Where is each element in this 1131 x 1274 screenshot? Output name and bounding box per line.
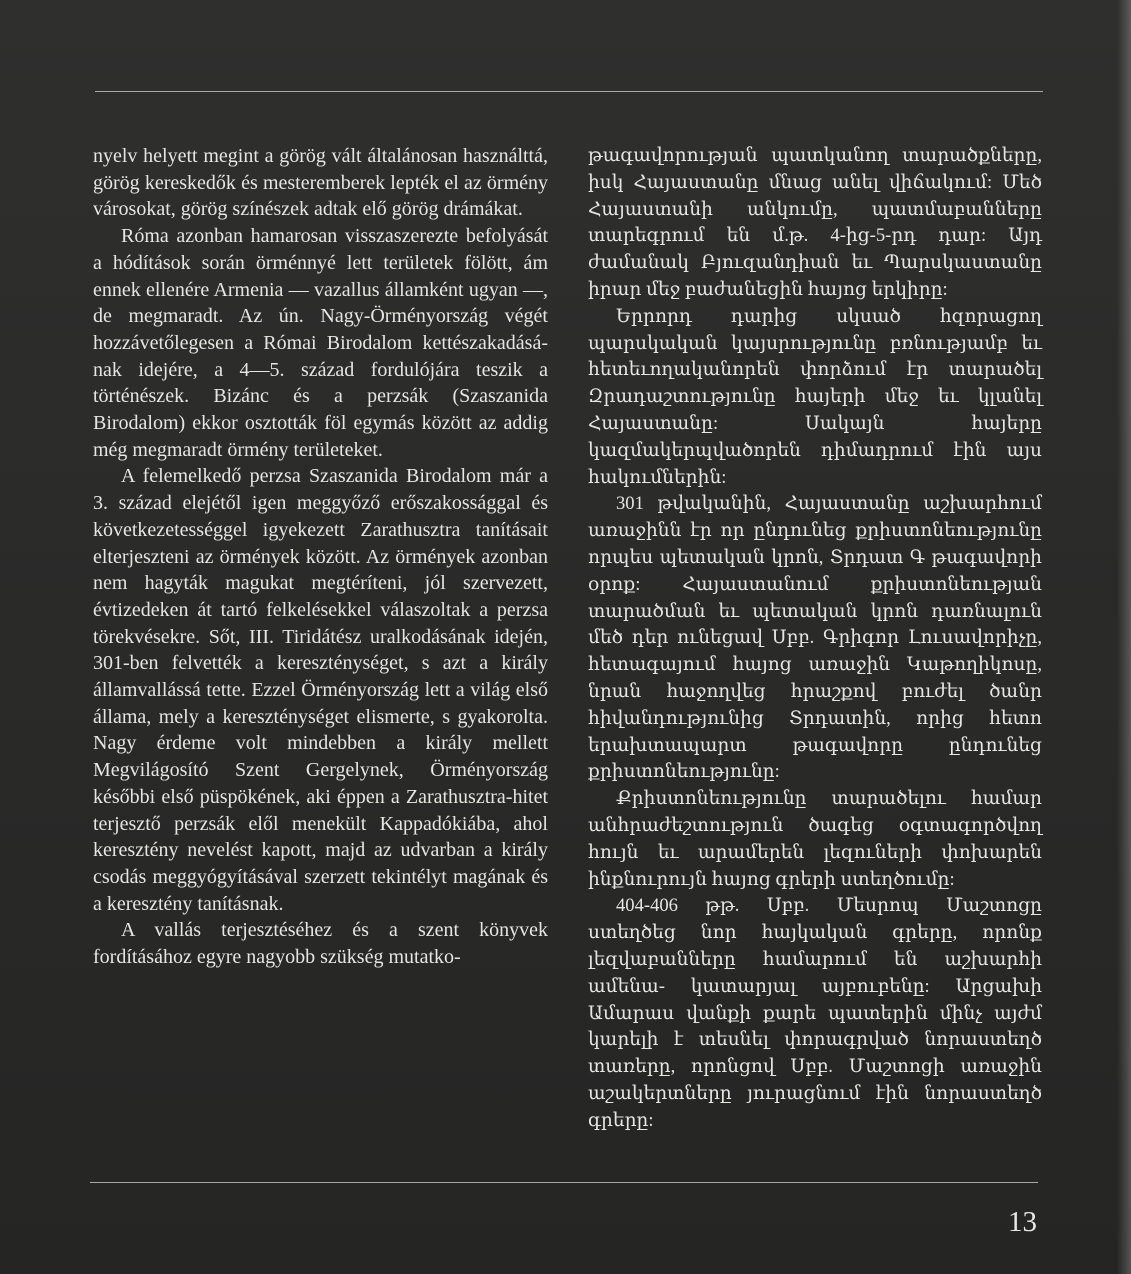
paragraph: A felemelkedő perzsa Szaszanida Birodalom már a 3. század elejétől igen meggyőző erőszakossággal és következetességgel igyekezett Zarathusztra tanításait elterjeszteni az örmények között. Az örmények azonban nem hagyták magukat megtéríteni, jól szervezett, évtizedeken át tartó felkelésekkel válaszoltak a perzsa törekvésekre. Sőt, III. Tiridátész uralkodásának idején, 301-ben felvették a kereszténységet, s azt a király államvallássá tette. Ezzel Örményország lett a világ első állama, mely a kereszténységet elismerte, s gyakorolta. Nagy érdeme volt mindebben a király mellett Megvilágosító Szent Gergelynek, Örményország későbbi első püspökének, aki éppen a Zarathusztra-hitet terjesztő perzsák elől menekült Kappadókiába, ahol keresztény nevelést kapott, majd az udvarban a király csodás meggyógyításával szerzett tekintélyt magának és a keresztény tanításnak. <box>93 465 548 915</box>
top-rule <box>95 91 1043 92</box>
left-column-hungarian <box>93 143 548 971</box>
paragraph: A vallás terjesztéséhez és a szent könyvek fordításához egyre nagyobb szükség mutatko- <box>93 919 548 969</box>
right-column-armenian <box>588 143 1042 1134</box>
page-number: 13 <box>1008 1206 1037 1238</box>
paragraph: 404-406 թթ. Սբբ. Մեսրոպ Մաշտոցը ստեղծեց նոր հայկական գրերը, որոնք լեզվաբանները համարում են աշխարհի ամենա- կատարյալ այբուբենը: Արցախի Ամարաս վանքի քարե պատերին մինչ այժմ կարելի է տեսնել փորագրված նորաստեղծ տառերը, որոնցով Սբբ. Մաշտոցի առաջին աշակերտները յուրացնում էին նորաստեղծ գրերը: <box>588 895 1042 1131</box>
paragraph: Երրորդ դարից սկսած հզորացող պարսկական կայսրությունը բռնությամբ եւ հետեւողականորեն փորձում էր տարածել Զրադաշտությունը հայերի մեջ եւ կլանել Հայաստանը: Սակայն հայերը կազմակերպվածորեն դիմադրում էին այս հակումներին: <box>588 305 1042 488</box>
paragraph: Քրիստոնեությունը տարածելու համար անհրաժեշտություն ծագեց օգտագործվող հույն եւ արամերեն լեզուների փոխարեն ինքնուրույն հայոց գրերի ստեղծումը: <box>588 788 1042 890</box>
paragraph: 301 թվականին, Հայաստանը աշխարհում առաջինն էր որ ընդունեց քրիստոնեությունը որպես պետական կրոն, Տրդատ Գ թագավորի օրոք: Հայաստանում քրիստոնեության տարածման եւ պետական կրոն դառնալուն մեծ դեր ունեցավ Սբբ. Գրիգոր Լուսավորիչը, հետագայում հայոց առաջին Կաթողիկոսը, նրան հաջողվեց հրաշքով բուժել ծանր հիվանդությունից Տրդատին, որից հետո երախտապարտ թագավորը ընդունեց քրիստոնեությունը: <box>588 493 1042 783</box>
bottom-rule <box>90 1182 1038 1183</box>
paragraph: թագավորության պատկանող տարածքները, իսկ Հայաստանը մնաց անել վիճակում: Մեծ Հայաստանի անկումը, պատմաբանները տարեգրում են մ.թ. 4-ից-5-րդ դար: Այդ ժամանակ Բյուզանդիան եւ Պարսկաստանը իրար մեջ բաժանեցին հայոց երկիրը: <box>588 145 1042 300</box>
paragraph: Róma azonban hamarosan visszaszerezte befolyását a hódítások során örménnyé lett területek fölött, ám ennek ellenére Armenia — vazallus államként ugyan —, de megmaradt. Az ún. Nagy-Örményország végét hozzávetőlegesen a Római Birodalom kettészakadásának idejére, a 4—5. század fordulójára teszik a történészek. Bizánc és a perzsák (Szaszanida Birodalom) ekkor osztották föl egymás között az addig még megmaradt örmény területeket. <box>93 225 548 461</box>
paragraph: nyelv helyett megint a görög vált általánosan használttá, görög kereskedők és mesteremberek lepték el az örmény városokat, görög színészek adtak elő görög drámákat. <box>93 145 548 221</box>
